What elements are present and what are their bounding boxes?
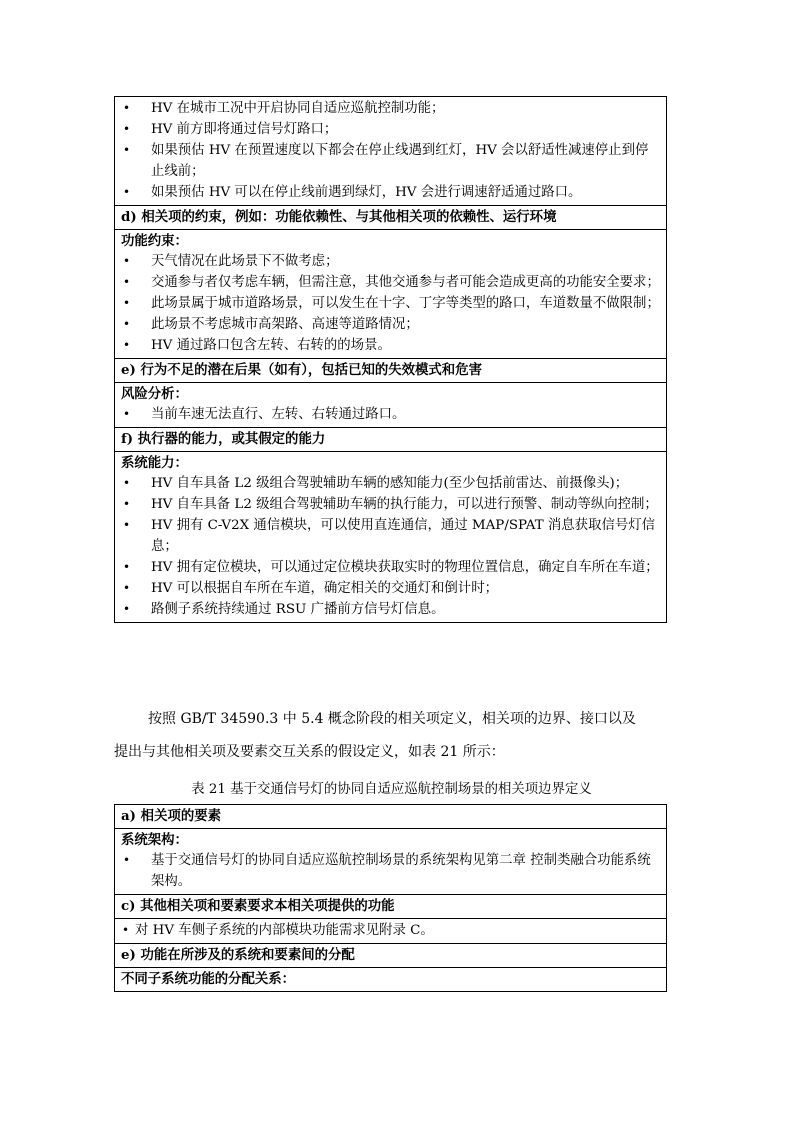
list-item: • 对 HV 车侧子系统的内部模块功能需求见附录 C。 bbox=[121, 920, 660, 941]
section-d-content bbox=[115, 230, 666, 359]
list-item: • HV 自车具备 L2 级组合驾驶辅助车辆的执行能力，可以进行预警、制动等纵向控制； bbox=[121, 494, 660, 515]
list-item: • 天气情况在此场景下不做考虑； bbox=[121, 251, 660, 272]
section-e-content bbox=[115, 383, 666, 428]
functional-constraints-label: 功能约束： bbox=[121, 233, 188, 249]
list-item: • HV 在城市工况中开启协同自适应巡航控制功能； bbox=[121, 98, 660, 119]
list-item: • 此场景不考虑城市高架路、高速等道路情况； bbox=[121, 314, 660, 335]
list-item: • 此场景属于城市道路场景，可以发生在十字、丁字等类型的路口，车道数量不做限制； bbox=[121, 293, 660, 314]
section-e-header: e) 行为不足的潜在后果（如有），包括已知的失效模式和危害 bbox=[115, 359, 666, 383]
list-item: • 基于交通信号灯的协同自适应巡航控制场景的系统架构见第二章 控制类融合功能系统架构。 bbox=[121, 850, 660, 892]
body-paragraph-line-1: 按照 GB/T 34590.3 中 5.4 概念阶段的相关项定义，相关项的边界、接口以及 bbox=[148, 711, 636, 727]
item-definition-table bbox=[114, 96, 667, 623]
list-item: • HV 拥有 C-V2X 通信模块，可以使用直连通信，通过 MAP/SPAT 消息获取信号灯信息； bbox=[121, 515, 660, 557]
list-item: • HV 可以根据自车所在车道，确定相关的交通灯和倒计时； bbox=[121, 578, 660, 599]
section-e-header: e) 功能在所涉及的系统和要素间的分配 bbox=[115, 944, 666, 968]
table-caption: 表 21 基于交通信号灯的协同自适应巡航控制场景的相关项边界定义 bbox=[191, 782, 592, 797]
section-c-content bbox=[115, 919, 666, 944]
section-c-header: c) 其他相关项和要素要求本相关项提供的功能 bbox=[115, 895, 666, 919]
risk-analysis-label: 风险分析： bbox=[121, 386, 188, 402]
list-item: • HV 拥有定位模块，可以通过定位模块获取实时的物理位置信息，确定自车所在车道； bbox=[121, 557, 660, 578]
body-paragraph-line-2: 提出与其他相关项及要素交互关系的假设定义，如表 21 所示： bbox=[114, 744, 505, 760]
list-item: • HV 前方即将通过信号灯路口； bbox=[121, 119, 660, 140]
section-f-content bbox=[115, 452, 666, 622]
system-architecture-label: 系统架构： bbox=[121, 832, 188, 848]
subsystem-allocation-label: 不同子系统功能的分配关系： bbox=[121, 971, 296, 987]
list-item: • HV 通过路口包含左转、右转的的场景。 bbox=[121, 335, 660, 356]
list-item: • 路侧子系统持续通过 RSU 广播前方信号灯信息。 bbox=[121, 599, 660, 620]
section-a-content bbox=[115, 829, 666, 895]
list-item: • HV 自车具备 L2 级组合驾驶辅助车辆的感知能力(至少包括前雷达、前摄像头)； bbox=[121, 473, 660, 494]
section-a-header: a) 相关项的要素 bbox=[115, 805, 666, 829]
list-item: • 如果预估 HV 在预置速度以下都会在停止线遇到红灯，HV 会以舒适性减速停止到停止线前； bbox=[121, 140, 660, 182]
section-f-header: f) 执行器的能力，或其假定的能力 bbox=[115, 428, 666, 452]
boundary-definition-table bbox=[114, 804, 667, 992]
section-d-header: d) 相关项的约束，例如：功能依赖性、与其他相关项的依赖性、运行环境 bbox=[115, 206, 666, 230]
list-item: • 交通参与者仅考虑车辆，但需注意，其他交通参与者可能会造成更高的功能安全要求； bbox=[121, 272, 660, 293]
list-item: • 如果预估 HV 可以在停止线前遇到绿灯，HV 会进行调速舒适通过路口。 bbox=[121, 182, 660, 203]
list-item: • 当前车速无法直行、左转、右转通过路口。 bbox=[121, 404, 660, 425]
system-capability-label: 系统能力： bbox=[121, 455, 188, 471]
scenario-description-cell bbox=[115, 97, 666, 206]
